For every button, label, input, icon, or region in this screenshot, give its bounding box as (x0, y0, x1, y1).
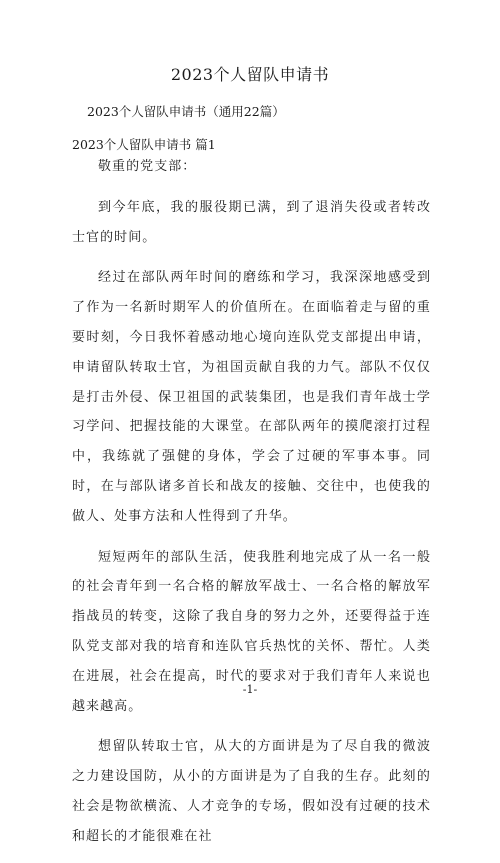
page-number: -1- (242, 683, 258, 696)
letter-body (72, 152, 431, 863)
document-subtitle: 2023个人留队申请书（通用22篇） (87, 104, 285, 119)
section-heading: 2023个人留队申请书 篇1 (72, 137, 216, 152)
body-paragraph: 短短两年的部队生活，使我胜利地完成了从一名一般的社会青年到一名合格的解放军战士、一名合格的解放军指战员的转变，这除了我自身的努力之外，还要得益于连队党支部对我的培育和连队官兵热忱的关怀、帮忙。人类在进展，社会在提高，时代的要求对于我们青年人来说也越来越高。 (72, 549, 431, 714)
document-title: 2023个人留队申请书 (170, 65, 330, 84)
salutation: 敬重的党支部： (98, 159, 197, 174)
body-paragraph: 到今年底，我的服役期已满，到了退消失役或者转改士官的时间。 (72, 199, 431, 245)
body-paragraph: 经过在部队两年时间的磨练和学习，我深深地感受到了作为一名新时期军人的价值所在。在面临着走与留的重要时刻，今日我怀着感动地心境向连队党支部提出申请，申请留队转取士官，为祖国贡献自我的力气。部队不仅仅是打击外侵、保卫祖国的武装集团，也是我们青年战士学习学问、把握技能的大课堂。在部队两年的摸爬滚打过程中，我练就了强健的身体，学会了过硬的军事本事。同时，在与部队诸多首长和战友的接触、交往中，也使我的做人、处事方法和人性得到了升华。 (72, 270, 431, 524)
body-paragraph: 想留队转取士官，从大的方面讲是为了尽自我的微波之力建设国防，从小的方面讲是为了自我的生存。此刻的社会是物欲横流、人才竞争的专场，假如没有过硬的技术和超长的才能很难在社 (72, 739, 431, 844)
